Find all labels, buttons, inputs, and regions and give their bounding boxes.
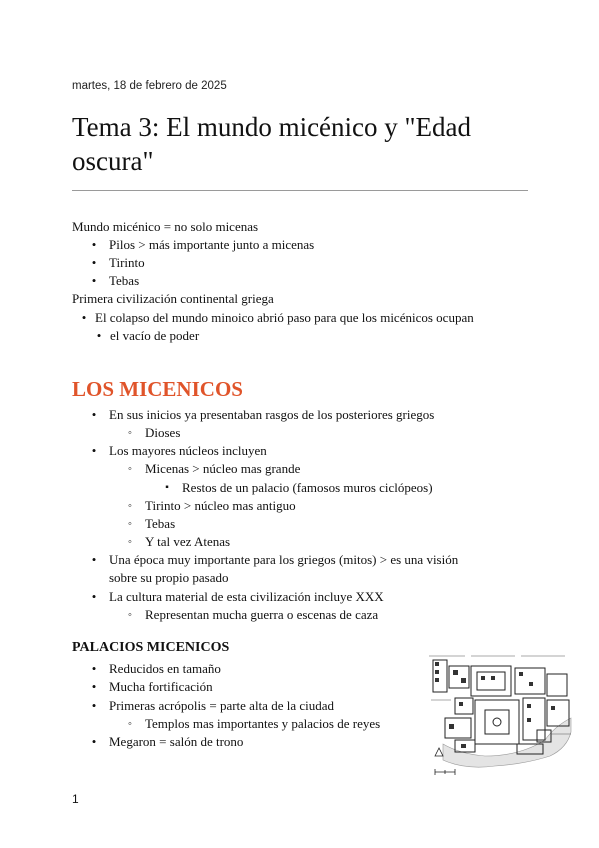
intro-line-1: Mundo micénico = no solo micenas (72, 219, 259, 234)
list-item: ◦ Micenas > núcleo mas grande (128, 461, 301, 476)
list-item: • Pilos > más importante junto a micenas (91, 237, 315, 252)
intro-line-2: Primera civilización continental griega (72, 291, 274, 306)
section-heading-micenicos: LOS MICENICOS (72, 377, 243, 401)
list-item: • Mucha fortificación (91, 679, 213, 694)
list-item: ◦ Representan mucha guerra o escenas de caza (128, 607, 379, 622)
list-item: ◦ Tebas (128, 516, 176, 531)
list-item: ◦ Dioses (128, 425, 181, 440)
note-date: martes, 18 de febrero de 2025 (72, 80, 227, 92)
page-title: Tema 3: El mundo micénico y "Edad oscura" (72, 112, 472, 176)
list-item: • Megaron = salón de trono (91, 734, 244, 749)
title-divider (72, 190, 528, 191)
list-item: • Una época muy importante para los griegos (mitos) > es una visión (91, 552, 459, 567)
palace-floor-plan-image (425, 648, 575, 780)
list-item: • Tirinto (91, 255, 145, 270)
list-item: • El colapso del mundo minoico abrió paso para que los micénicos ocupan (81, 310, 474, 325)
page-number: 1 (72, 792, 79, 806)
list-item: ◦ Tirinto > núcleo mas antiguo (128, 498, 296, 513)
list-item: • Reducidos en tamaño (91, 661, 221, 676)
list-item: • el vacío de poder (96, 328, 200, 343)
list-item: • En sus inicios ya presentaban rasgos de los posteriores griegos (91, 407, 435, 422)
list-item-continuation: sobre su propio pasado (109, 570, 229, 585)
list-item: ◦ Y tal vez Atenas (128, 534, 231, 549)
list-item: ▪ Restos de un palacio (famosos muros ciclópeos) (165, 480, 433, 495)
list-item: • Primeras acrópolis = parte alta de la ciudad (91, 698, 334, 713)
list-item: • La cultura material de esta civilización incluye XXX (91, 589, 384, 604)
list-item: ◦ Templos mas importantes y palacios de reyes (128, 716, 381, 731)
list-item: • Tebas (91, 273, 140, 288)
section-heading-palacios: PALACIOS MICENICOS (72, 640, 230, 655)
list-item: • Los mayores núcleos incluyen (91, 443, 267, 458)
